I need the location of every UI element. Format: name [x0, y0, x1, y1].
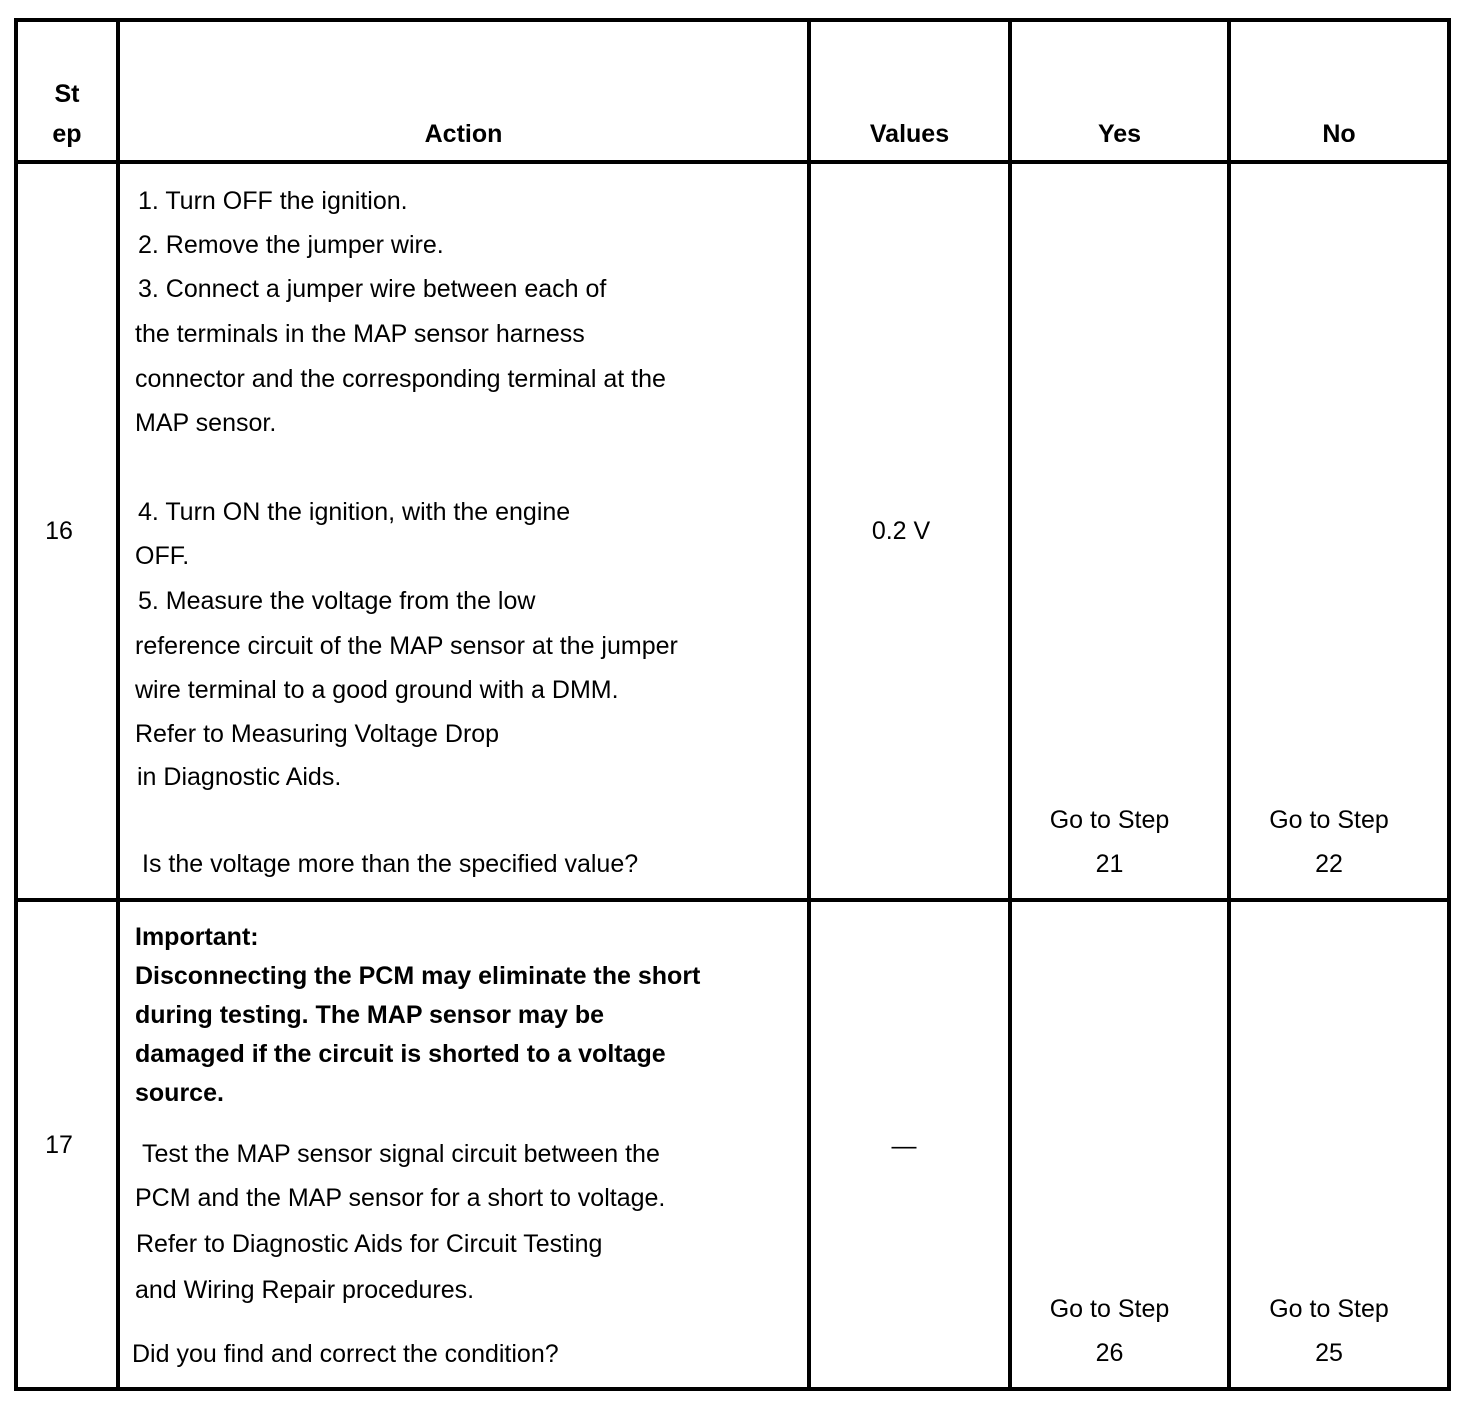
action-line: Test the MAP sensor signal circuit between the	[142, 1140, 660, 1168]
action-question: Did you find and correct the condition?	[132, 1340, 559, 1368]
header-values: Values	[869, 120, 950, 148]
action-line: in Diagnostic Aids.	[137, 763, 342, 791]
specified-value: —	[891, 1132, 917, 1160]
yes-goto-step[interactable]: 26	[1095, 1339, 1124, 1367]
yes-goto-label: Go to Step	[1049, 806, 1170, 834]
action-line: reference circuit of the MAP sensor at the jumper	[135, 632, 678, 660]
action-line: Refer to Measuring Voltage Drop	[135, 720, 500, 748]
action-line: connector and the corresponding terminal at the	[135, 365, 666, 393]
no-goto-step[interactable]: 25	[1315, 1339, 1343, 1367]
action-line: PCM and the MAP sensor for a short to voltage.	[135, 1184, 666, 1212]
action-line: 2. Remove the jumper wire.	[138, 231, 444, 259]
step-number: 16	[45, 517, 73, 545]
col-divider-step-action	[116, 18, 120, 1391]
header-step-line1: St	[54, 80, 80, 108]
action-line: wire terminal to a good ground with a DMM.	[135, 676, 619, 704]
table-border-bottom	[14, 1387, 1451, 1391]
no-goto-step[interactable]: 22	[1315, 850, 1343, 878]
yes-goto-label: Go to Step	[1049, 1295, 1170, 1323]
action-line: OFF.	[135, 542, 190, 570]
step-number: 17	[45, 1131, 73, 1159]
col-divider-yes-no	[1227, 18, 1231, 1391]
action-line: MAP sensor.	[135, 409, 277, 437]
header-yes: Yes	[1097, 120, 1142, 148]
important-line: damaged if the circuit is shorted to a voltage	[135, 1040, 666, 1068]
header-step-line2: ep	[52, 120, 82, 148]
action-line: the terminals in the MAP sensor harness	[135, 320, 585, 348]
yes-goto-step[interactable]: 21	[1095, 850, 1124, 878]
action-line: 4. Turn ON the ignition, with the engine	[138, 498, 571, 526]
col-divider-action-values	[807, 18, 811, 1391]
action-line: 3. Connect a jumper wire between each of	[138, 275, 607, 303]
action-line: 1. Turn OFF the ignition.	[138, 187, 408, 215]
no-goto-label: Go to Step	[1269, 806, 1389, 834]
table-border-top	[14, 18, 1451, 22]
header-no: No	[1322, 120, 1356, 148]
header-action: Action	[424, 120, 503, 148]
important-line: Disconnecting the PCM may eliminate the short	[135, 962, 701, 990]
specified-value: 0.2 V	[871, 517, 931, 545]
header-divider	[14, 160, 1451, 164]
important-line: source.	[135, 1079, 224, 1107]
action-line: Refer to Diagnostic Aids for Circuit Testing	[136, 1230, 603, 1258]
important-label: Important:	[135, 923, 259, 951]
important-line: during testing. The MAP sensor may be	[135, 1001, 605, 1029]
action-line: and Wiring Repair procedures.	[135, 1276, 475, 1304]
action-line: 5. Measure the voltage from the low	[138, 587, 536, 615]
no-goto-label: Go to Step	[1269, 1295, 1389, 1323]
row-divider	[14, 898, 1451, 902]
table-border-right	[1447, 18, 1451, 1391]
col-divider-values-yes	[1008, 18, 1012, 1391]
action-question: Is the voltage more than the specified value?	[142, 850, 639, 878]
table-border-left	[14, 18, 18, 1391]
